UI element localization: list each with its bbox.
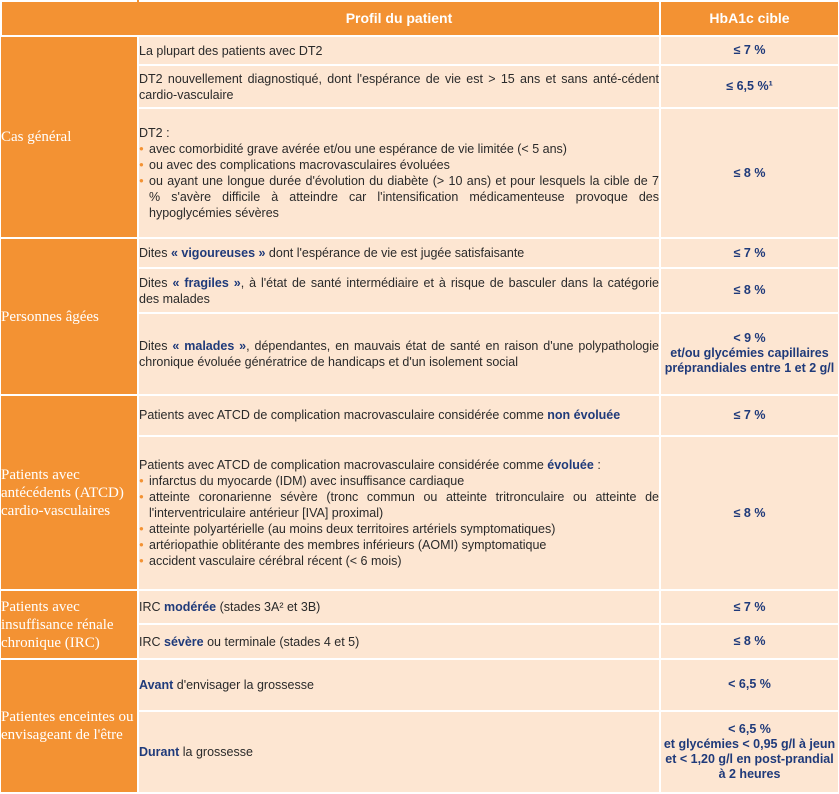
table-row: [1, 590, 839, 624]
highlight-term: Durant: [139, 745, 180, 760]
highlight-term: modérée: [164, 600, 217, 615]
highlight-term: sévère: [164, 634, 204, 649]
profile-cell: [138, 590, 660, 624]
text-pre: Dites: [139, 338, 173, 353]
table-row: [1, 36, 839, 66]
table-header-row: [1, 1, 839, 36]
profile-cell: La plupart des patients avec DT2: [138, 36, 660, 66]
text-post: ou terminale (stades 4 et 5): [203, 634, 360, 649]
profile-cell: [138, 108, 660, 238]
highlight-term: « malades »: [172, 338, 247, 353]
text-post: la grossesse: [179, 745, 253, 760]
target-cell: ≤ 7 %: [660, 238, 839, 268]
target-cell: [660, 313, 839, 395]
header-target: HbA1c cible: [660, 1, 839, 36]
profile-cell: [138, 268, 660, 313]
text-pre: IRC: [139, 600, 164, 615]
text-post: d'envisager la grossesse: [173, 677, 314, 692]
target-cell: ≤ 8 %: [660, 268, 839, 313]
category-elderly: Personnes âgées: [1, 238, 138, 395]
profile-cell: [138, 395, 660, 436]
text-pre: Patients avec ATCD de complication macrovasculaire considérée comme: [139, 458, 548, 473]
target-cell: ≤ 7 %: [660, 395, 839, 436]
target-value: < 9 %: [733, 331, 766, 346]
target-cell: ≤ 8 %: [660, 436, 839, 591]
list-item: ● ou avec des complications macrovasculaires évoluées: [139, 157, 659, 173]
profile-cell: [138, 238, 660, 268]
target-cell: ≤ 6,5 %¹: [660, 65, 839, 108]
highlight-term: « vigoureuses »: [170, 246, 266, 261]
text-pre: IRC: [139, 634, 164, 649]
target-cell: < 6,5 %: [660, 659, 839, 711]
header-profile: Profil du patient: [138, 1, 660, 36]
highlight-term: non évoluée: [547, 408, 621, 423]
table-row: [1, 395, 839, 436]
list-item: ● avec comorbidité grave avérée et/ou une espérance de vie limitée (< 5 ans): [139, 141, 659, 157]
profile-cell: [138, 659, 660, 711]
target-note: et glycémies < 0,95 g/l à jeun et < 1,20 g/l en post-prandial à 2 heures: [663, 737, 836, 782]
text-post: , dépendantes, en mauvais état de santé en raison d'une polypathologie chronique évoluée génératrice de handicaps et d'un isolement social: [139, 338, 659, 369]
target-cell: ≤ 7 %: [660, 36, 839, 66]
text-post: dont l'espérance de vie est jugée satisfaisante: [265, 246, 525, 261]
list-item: ● accident vasculaire cérébral récent (< 6 mois): [139, 553, 659, 569]
text-pre: Patients avec ATCD de complication macrovasculaire considérée comme: [139, 408, 548, 423]
highlight-term: évoluée: [547, 458, 594, 473]
category-renal: Patients avec insuffisance rénale chronique (IRC): [1, 590, 138, 659]
target-cell: ≤ 7 %: [660, 590, 839, 624]
table-row: [1, 659, 839, 711]
text-post: , à l'état de santé intermédiaire et à risque de basculer dans la catégorie des malades: [139, 275, 659, 306]
text-post: (stades 3A² et 3B): [216, 600, 321, 615]
list-item: ● atteinte coronarienne sévère (tronc commun ou atteinte tritronculaire ou atteinte de l'interventriculaire antérieur [IVA] proximal): [139, 489, 659, 521]
profile-cell: [138, 711, 660, 793]
category-pregnant: Patientes enceintes ou envisageant de l'être: [1, 659, 138, 793]
highlight-term: Avant: [139, 677, 174, 692]
text-pre: Dites: [139, 246, 171, 261]
profile-cell: [138, 436, 660, 591]
profile-cell: [138, 624, 660, 659]
list-item: ● ou ayant une longue durée d'évolution du diabète (> 10 ans) et pour lesquels la cible de 7 % s'avère difficile à atteindre car l'intensification médicamenteuse provoque des hypoglycémies sévères: [139, 173, 659, 221]
text-post: :: [593, 458, 601, 473]
list-item: ● infarctus du myocarde (IDM) avec insuffisance cardiaque: [139, 473, 659, 489]
target-cell: ≤ 8 %: [660, 108, 839, 238]
highlight-term: « fragiles »: [172, 275, 241, 290]
target-value: < 6,5 %: [728, 722, 771, 737]
profile-cell: [138, 313, 660, 395]
profile-intro: [139, 457, 659, 473]
profile-cell: DT2 nouvellement diagnostiqué, dont l'espérance de vie est > 15 ans et sans anté-cédent cardio-vasculaire: [138, 65, 660, 108]
bullet-list: [139, 473, 659, 569]
category-general: Cas général: [1, 36, 138, 239]
target-note: et/ou glycémies capillaires préprandiales entre 1 et 2 g/l: [664, 346, 835, 376]
bullet-list: [139, 141, 659, 221]
table-row: [1, 238, 839, 268]
header-spacer: [1, 1, 138, 36]
category-cardio: Patients avec antécédents (ATCD) cardio-vasculaires: [1, 395, 138, 590]
profile-intro: DT2 :: [139, 126, 170, 141]
target-cell: ≤ 8 %: [660, 624, 839, 659]
text-pre: Dites: [139, 275, 173, 290]
list-item: ● artériopathie oblitérante des membres inférieurs (AOMI) symptomatique: [139, 537, 659, 553]
target-cell: [660, 711, 839, 793]
list-item: ● atteinte polyartérielle (au moins deux territoires artériels symptomatiques): [139, 521, 659, 537]
